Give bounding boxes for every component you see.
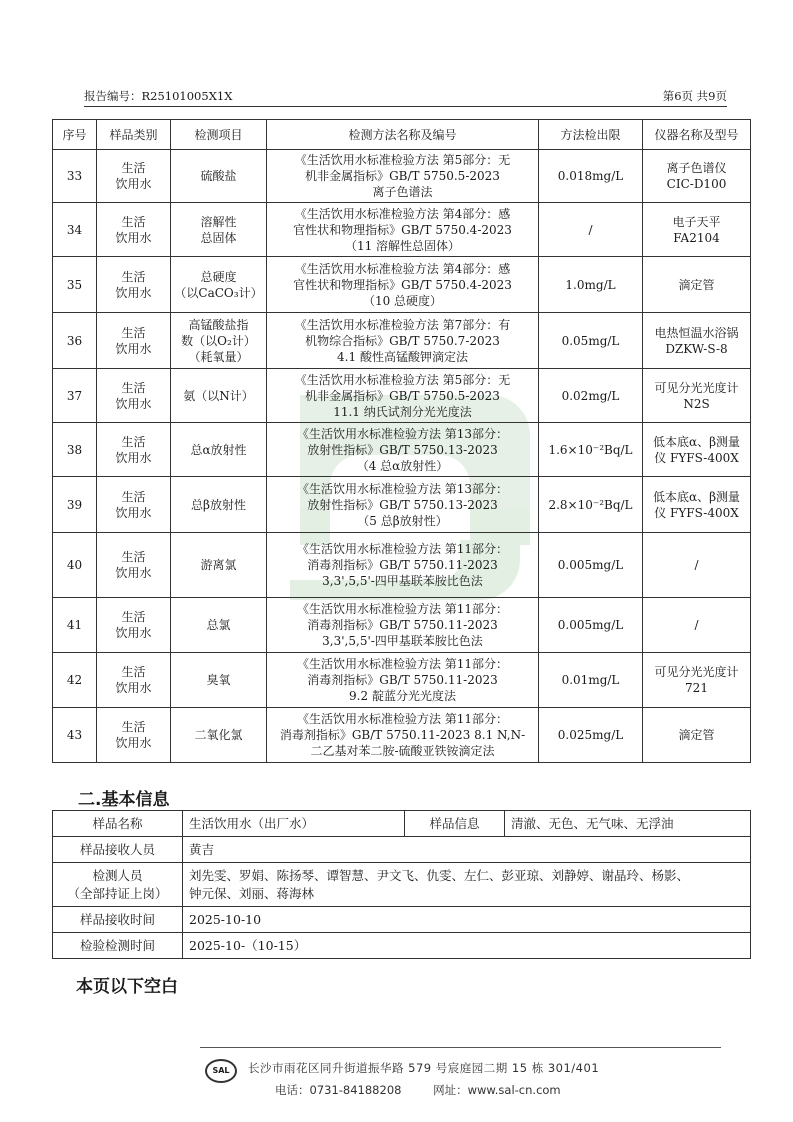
test-method-line: 消毒剂指标》GB/T 5750.11-2023 [307,673,498,687]
detection-limit: / [539,203,643,257]
instrument-line: 离子色谱仪 [666,161,727,175]
footer-divider [200,1047,721,1048]
sample-category-line: 饮用水 [115,736,152,750]
sample-category-line: 饮用水 [115,285,152,300]
test-method-line: 《生活饮用水标准检验方法 第11部分： [296,657,509,671]
test-method-table [52,119,751,763]
row-number: 36 [53,313,97,369]
test-method-line: 《生活饮用水标准检验方法 第7部分：有 [294,317,511,332]
table-row [53,257,751,313]
sample-category [97,257,171,313]
header-method: 检测方法名称及编号 [267,120,539,150]
test-item-line: 臭氧 [206,673,231,687]
report-number: 报告编号：R25101005X1X [84,89,233,103]
footer-contact [275,1082,589,1098]
test-item [171,203,267,257]
test-method-line: 机非金属指标》GB/T 5750.5-2023 [305,388,500,403]
detection-limit: 0.005mg/L [539,598,643,653]
row-number: 40 [53,533,97,598]
test-method [267,257,539,313]
page-header [84,86,727,107]
footer-website: 网址：www.sal-cn.com [433,1083,561,1097]
test-method-line: 消毒剂指标》GB/T 5750.11-2023 [307,618,498,632]
sample-category-line: 生活 [121,550,146,564]
test-method [267,533,539,598]
test-item-line: （耗氧量） [188,349,249,364]
test-method [267,203,539,257]
instrument [643,533,751,598]
table-row [53,907,751,933]
table-row [53,150,751,203]
sample-name-value: 生活饮用水（出厂水） [183,811,405,837]
instrument-line: 低本底α、β测量 [652,489,741,504]
sample-category-line: 生活 [121,610,146,624]
table-row [53,369,751,423]
instrument [643,653,751,708]
row-number: 41 [53,598,97,653]
sample-info-value: 清澈、无色、无气味、无浮油 [505,811,751,837]
test-method [267,369,539,423]
detection-limit: 0.005mg/L [539,533,643,598]
test-item-line: 数（以O₂计） [181,333,256,348]
test-item [171,257,267,313]
test-item-line: （以CaCO₃计） [174,285,263,300]
test-item-line: 总硬度 [200,269,237,284]
detection-limit: 0.01mg/L [539,653,643,708]
instrument-line: / [694,558,699,572]
sample-category-line: 生活 [121,325,146,340]
sample-info-label: 样品信息 [405,811,505,837]
test-method-line: 《生活饮用水标准检验方法 第11部分： [296,602,509,616]
inspectors-label-line: 检测人员 [92,867,143,883]
table-row [53,533,751,598]
row-number: 35 [53,257,97,313]
test-method-line: 官性状和物理指标》GB/T 5750.4-2023 [293,222,512,237]
sample-category [97,533,171,598]
test-item-line: 氨（以N计） [183,388,254,403]
instrument-line: DZKW-S-8 [665,341,728,356]
test-method-line: 离子色谱法 [372,185,433,199]
test-item [171,653,267,708]
instrument [643,477,751,533]
test-item-line: 高锰酸盐指 [188,317,249,332]
test-method-line: 11.1 纳氏试剂分光光度法 [333,404,472,419]
instrument-line: CIC-D100 [666,177,727,191]
test-item-line: 总β放射性 [191,497,246,512]
instrument [643,598,751,653]
instrument-line: 仪 FYFS-400X [654,505,739,520]
test-item-line: 溶解性 [200,214,237,229]
footer-address: 长沙市雨花区同升街道振华路 579 号宸庭园二期 15 栋 301/401 [248,1061,600,1075]
sample-category-line: 生活 [121,380,146,395]
blank-note: 本页以下空白 [76,977,178,997]
instrument-line: / [694,618,699,632]
inspectors-label-line: （全部持证上岗） [67,885,168,901]
instrument [643,708,751,763]
header-category: 样品类别 [97,120,171,150]
test-method-line: 《生活饮用水标准检验方法 第11部分： [296,542,509,556]
sample-category [97,708,171,763]
instrument-line: 仪 FYFS-400X [654,450,739,465]
sample-category-line: 饮用水 [115,450,152,465]
test-method-line: 官性状和物理指标》GB/T 5750.4-2023 [293,277,512,292]
sample-category-line: 生活 [121,720,146,734]
test-item [171,150,267,203]
instrument [643,313,751,369]
instrument [643,257,751,313]
instrument [643,423,751,477]
test-item [171,423,267,477]
table-row [53,811,751,837]
section-title: 二.基本信息 [78,790,170,810]
sample-category [97,423,171,477]
sample-category-line: 生活 [121,665,146,679]
table-row [53,837,751,863]
sample-category-line: 生活 [121,489,146,504]
table-row [53,313,751,369]
instrument [643,369,751,423]
sample-category [97,150,171,203]
table-row [53,933,751,959]
header-no: 序号 [53,120,97,150]
sample-category [97,369,171,423]
test-method-line: 放射性指标》GB/T 5750.13-2023 [307,442,498,457]
test-method-line: （11 溶解性总固体） [344,238,461,253]
detection-limit: 0.05mg/L [539,313,643,369]
detection-limit: 1.0mg/L [539,257,643,313]
row-number: 43 [53,708,97,763]
header-limit: 方法检出限 [539,120,643,150]
test-method-line: 机非金属指标》GB/T 5750.5-2023 [305,169,500,183]
receive-time-label: 样品接收时间 [53,907,183,933]
test-method-line: 《生活饮用水标准检验方法 第4部分：感 [294,261,511,276]
inspectors-line: 刘先雯、罗娟、陈扬琴、谭智慧、尹文飞、仇雯、左仁、彭亚琼、刘静婷、谢晶玲、杨影、 [189,867,690,883]
row-number: 42 [53,653,97,708]
instrument-line: FA2104 [673,230,720,245]
instrument-line: 可见分光光度计 [654,380,739,395]
test-method [267,477,539,533]
sample-category-line: 生活 [121,434,146,449]
table-row [53,423,751,477]
sample-category-line: 饮用水 [115,230,152,245]
sample-category [97,653,171,708]
instrument-line: N2S [683,396,710,411]
sample-category-line: 饮用水 [115,177,152,191]
test-method-line: 9.2 靛蓝分光光度法 [349,689,456,703]
sample-category-line: 饮用水 [115,626,152,640]
header-item: 检测项目 [171,120,267,150]
test-method-line: 《生活饮用水标准检验方法 第4部分：感 [294,206,511,221]
table-row [53,203,751,257]
sample-category-line: 饮用水 [115,505,152,520]
instrument [643,203,751,257]
test-method-line: （4 总α放射性） [356,458,449,473]
sample-name-label: 样品名称 [53,811,183,837]
test-item-line: 总固体 [200,230,237,245]
test-method [267,653,539,708]
detection-limit: 2.8×10⁻²Bq/L [539,477,643,533]
table-row [53,598,751,653]
sample-category-line: 生活 [121,269,146,284]
instrument-line: 低本底α、β测量 [652,434,741,449]
test-item-line: 总氯 [206,618,231,632]
instrument [643,150,751,203]
test-method-line: 二乙基对苯二胺-硫酸亚铁铵滴定法 [310,744,495,758]
sample-category [97,203,171,257]
test-method-line: 机物综合指标》GB/T 5750.7-2023 [305,333,500,348]
table-row [53,653,751,708]
row-number: 34 [53,203,97,257]
test-method-line: 《生活饮用水标准检验方法 第5部分：无 [294,372,511,387]
sample-category [97,477,171,533]
receiver-label: 样品接收人员 [53,837,183,863]
row-number: 33 [53,150,97,203]
test-method-line: （10 总硬度） [362,293,443,308]
row-number: 39 [53,477,97,533]
inspectors-label [53,863,183,907]
instrument-line: 721 [685,681,708,695]
test-method-line: 消毒剂指标》GB/T 5750.11-2023 8.1 N,N- [279,728,526,742]
test-method [267,598,539,653]
sample-category-line: 饮用水 [115,396,152,411]
row-number: 38 [53,423,97,477]
test-time-value: 2025-10-（10-15） [183,933,751,959]
test-item-line: 总α放射性 [190,442,247,457]
test-item [171,533,267,598]
table-header-row [53,120,751,150]
sample-category-line: 饮用水 [115,681,152,695]
table-row [53,863,751,907]
header-instrument: 仪器名称及型号 [643,120,751,150]
detection-limit: 0.02mg/L [539,369,643,423]
test-item-line: 游离氯 [200,558,237,572]
test-item-line: 硫酸盐 [200,169,237,183]
test-method [267,313,539,369]
company-logo: SAL [205,1059,237,1083]
instrument-line: 电子天平 [672,214,721,229]
table-row [53,477,751,533]
test-method-line: 3,3',5,5'-四甲基联苯胺比色法 [322,574,483,588]
test-item [171,369,267,423]
test-method [267,708,539,763]
basic-info-table [52,810,751,959]
test-method-line: 《生活饮用水标准检验方法 第13部分： [296,481,509,496]
sample-category [97,598,171,653]
test-method [267,423,539,477]
receiver-value: 黄吉 [183,837,751,863]
page-number: 第6页 共9页 [662,89,727,103]
inspectors-value [183,863,751,907]
test-item [171,313,267,369]
detection-limit: 0.018mg/L [539,150,643,203]
row-number: 37 [53,369,97,423]
test-item [171,598,267,653]
instrument-line: 滴定管 [678,277,715,292]
detection-limit: 1.6×10⁻²Bq/L [539,423,643,477]
test-time-label: 检验检测时间 [53,933,183,959]
sample-category-line: 饮用水 [115,566,152,580]
table-row [53,708,751,763]
receive-time-value: 2025-10-10 [183,907,751,933]
test-item [171,708,267,763]
test-method-line: 《生活饮用水标准检验方法 第11部分： [296,712,509,726]
test-method-line: 放射性指标》GB/T 5750.13-2023 [307,497,498,512]
footer-phone: 电话：0731-84188208 [275,1083,402,1097]
inspectors-line: 钟元保、刘丽、蒋海林 [189,885,315,901]
sample-category-line: 生活 [121,214,146,229]
sample-category-line: 生活 [121,161,146,175]
test-method [267,150,539,203]
test-method-line: 消毒剂指标》GB/T 5750.11-2023 [307,558,498,572]
detection-limit: 0.025mg/L [539,708,643,763]
test-method-line: 4.1 酸性高锰酸钾滴定法 [337,349,468,364]
instrument-line: 电热恒温水浴锅 [654,325,739,340]
sample-category [97,313,171,369]
sample-category-line: 饮用水 [115,341,152,356]
test-method-line: 3,3',5,5'-四甲基联苯胺比色法 [322,634,483,648]
instrument-line: 滴定管 [678,728,715,742]
test-item-line: 二氧化氯 [194,728,243,742]
test-method-line: （5 总β放射性） [357,513,448,528]
test-method-line: 《生活饮用水标准检验方法 第5部分：无 [294,153,511,167]
test-method-line: 《生活饮用水标准检验方法 第13部分： [296,426,509,441]
instrument-line: 可见分光光度计 [654,665,739,679]
test-item [171,477,267,533]
